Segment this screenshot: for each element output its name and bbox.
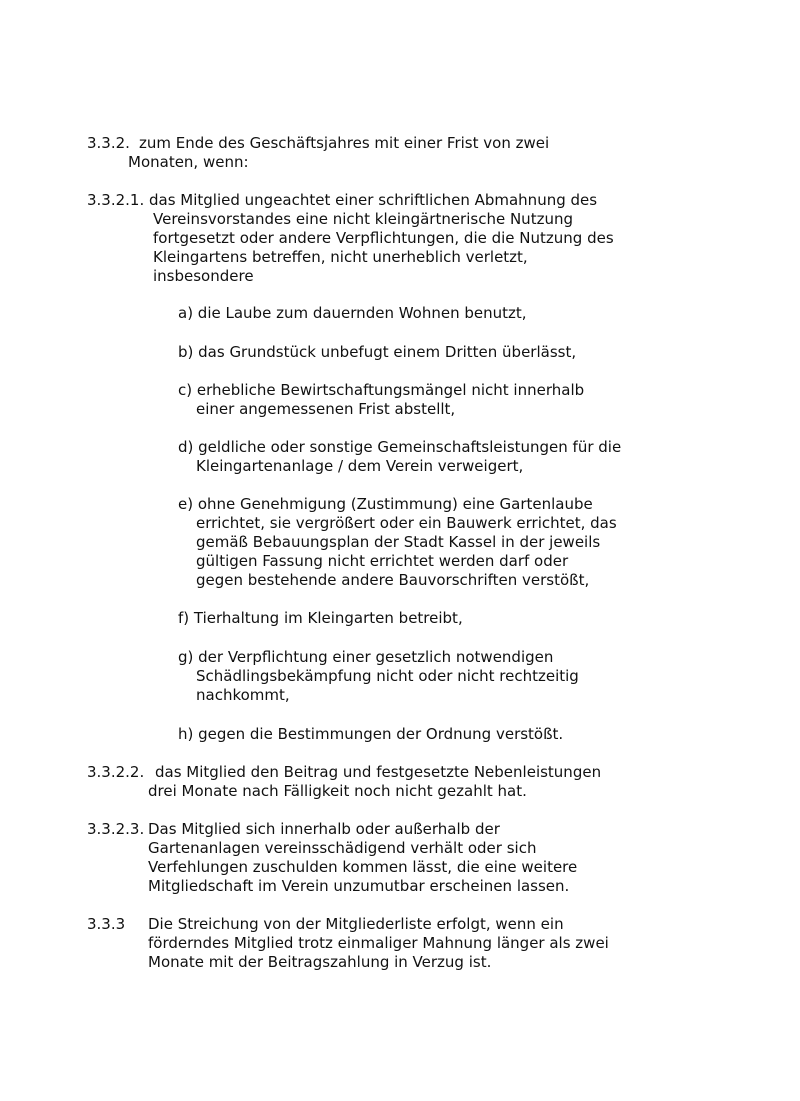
list-item-line: f) Tierhaltung im Kleingarten betreibt, [178,609,463,627]
section-text-line: Das Mitglied sich innerhalb oder außerhalb der [148,820,500,838]
list-item-line: gegen bestehende andere Bauvorschriften verstößt, [196,571,590,589]
section-text-line: insbesondere [153,267,254,285]
section-text-line: Monate mit der Beitragszahlung in Verzug ist. [148,953,492,971]
list-item [178,438,621,476]
list-item [178,648,579,705]
section-text-line: Verfehlungen zuschulden kommen lässt, die eine weitere [148,858,578,876]
list-item-line: b) das Grundstück unbefugt einem Dritten überlässt, [178,343,577,361]
list-item [178,495,617,590]
section-text-line: förderndes Mitglied trotz einmaliger Mahnung länger als zwei [148,934,609,952]
list-item [178,725,563,744]
list-item-line: c) erhebliche Bewirtschaftungsmängel nicht innerhalb [178,381,585,399]
section-text-line: drei Monate nach Fälligkeit noch nicht gezahlt hat. [148,782,527,800]
section-3-3-2 [87,134,687,172]
section-3-3-3 [87,915,707,972]
list-item-line: errichtet, sie vergrößert oder ein Bauwerk errichtet, das [196,514,617,532]
section-text-line: Die Streichung von der Mitgliederliste erfolgt, wenn ein [148,915,564,933]
section-3-3-2-1 [87,191,707,286]
section-number: 3.3.2.3. [87,820,145,838]
list-item-line: gültigen Fassung nicht errichtet werden darf oder [196,552,569,570]
section-text-line: Vereinsvorstandes eine nicht kleingärtnerische Nutzung [153,210,573,228]
section-text-line: das Mitglied den Beitrag und festgesetzte Nebenleistungen [155,763,602,781]
list-item-line: einer angemessenen Frist abstellt, [196,400,456,418]
section-text-line: Gartenanlagen vereinsschädigend verhält oder sich [148,839,537,857]
list-item [178,381,584,419]
list-item-line: e) ohne Genehmigung (Zustimmung) eine Gartenlaube [178,495,593,513]
list-item-line: d) geldliche oder sonstige Gemeinschaftsleistungen für die [178,438,622,456]
list-item-line: gemäß Bebauungsplan der Stadt Kassel in der jeweils [196,533,601,551]
list-item [178,343,576,362]
list-item [178,609,463,628]
list-item-line: a) die Laube zum dauernden Wohnen benutzt, [178,304,527,322]
section-number: 3.3.2.2. [87,763,145,781]
section-3-3-2-2 [87,763,687,801]
section-text-line: das Mitglied ungeachtet einer schriftlichen Abmahnung des [149,191,598,209]
section-number: 3.3.2. [87,134,130,152]
list-item-line: h) gegen die Bestimmungen der Ordnung verstößt. [178,725,564,743]
section-text-line: Monaten, wenn: [128,153,249,171]
section-3-3-2-3 [87,820,687,896]
section-text-line: fortgesetzt oder andere Verpflichtungen, die die Nutzung des [153,229,614,247]
section-number: 3.3.2.1. [87,191,145,209]
list-item-line: Kleingartenanlage / dem Verein verweigert, [196,457,524,475]
list-item-line: Schädlingsbekämpfung nicht oder nicht rechtzeitig [196,667,579,685]
section-number: 3.3.3 [87,915,126,933]
list-item-line: nachkommt, [196,686,290,704]
list-item-line: g) der Verpflichtung einer gesetzlich notwendigen [178,648,554,666]
section-text-line: Kleingartens betreffen, nicht unerheblich verletzt, [153,248,528,266]
section-text-line: zum Ende des Geschäftsjahres mit einer Frist von zwei [139,134,550,152]
section-text-line: Mitgliedschaft im Verein unzumutbar erscheinen lassen. [148,877,570,895]
list-item [178,304,527,323]
